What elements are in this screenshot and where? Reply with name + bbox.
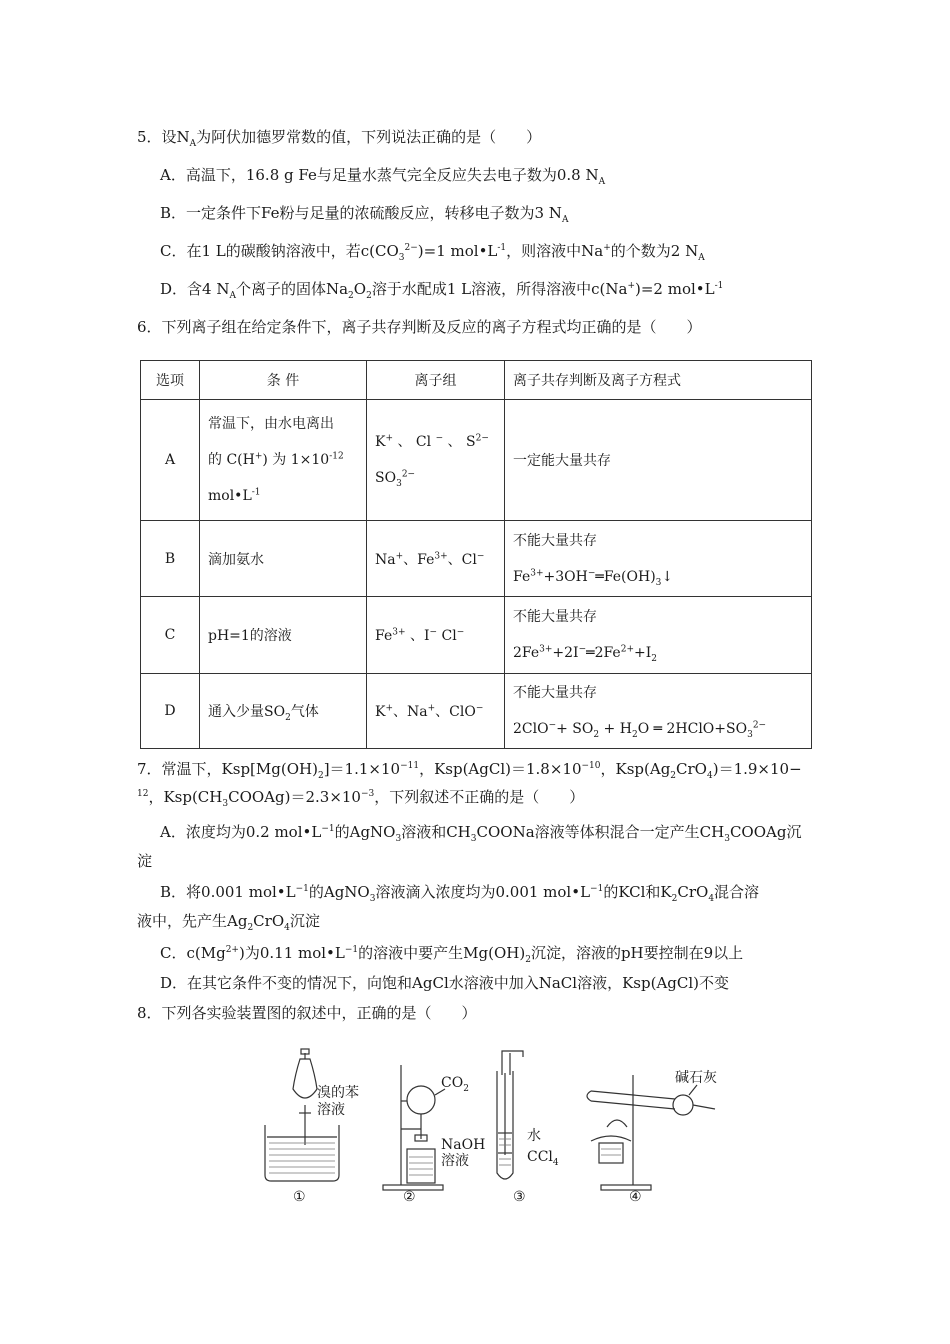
q8-stem: 8．下列各实验装置图的叙述中，正确的是（ ） xyxy=(137,1004,477,1022)
q6-stem: 6．下列离子组在给定条件下，离子共存判断及反应的离子方程式均正确的是（ ） xyxy=(137,318,702,336)
figure-3-number: ③ xyxy=(513,1189,526,1205)
q7-stem-line1: 7．常温下，$Ksp[Mg(OH)_2]=1.1\times 10^{-11}$，$Ksp(AgCl)=1.8\times 10^{-10}$，$Ksp(Ag_2CrO_4)=1.9\times 10-$ xyxy=(137,760,802,781)
row-a-ions: K+ 、 Cl − 、 $S^{2-}$ $SO_3^{2-}$ xyxy=(367,400,505,521)
q5-option-d: D．含4 $N_A$个离子的固体$Na_2O_2$溶于水配成1 L溶液，所得溶液中c(Na+)=2 $mol•L^{-1}$ xyxy=(160,280,724,301)
figure-2-gas-label: $CO_2$ xyxy=(441,1075,469,1094)
figure-1-label: 溴的苯 溶液 xyxy=(317,1085,359,1118)
row-c-condition: pH=1的溶液 xyxy=(200,597,367,674)
row-b-condition: 滴加氨水 xyxy=(200,521,367,597)
row-a-judgment: 一定能大量共存 xyxy=(505,400,812,521)
figure-3-test-tube xyxy=(497,1051,523,1179)
figure-4-label: 碱石灰 xyxy=(675,1070,717,1086)
header-judgment: 离子共存判断及离子方程式 xyxy=(505,361,812,400)
ion-table xyxy=(140,360,812,749)
figure-2-label: NaOH 溶液 xyxy=(441,1137,486,1169)
q7-option-b-line2: 液中，先产生$Ag_2CrO_4$沉淀 xyxy=(137,912,320,933)
q7-option-a-line2: 淀 xyxy=(137,852,153,870)
q7-option-a-line1: A．浓度均为0.2 $mol•L^{-1}$的AgNO$_3$溶液和$CH_3COONa$溶液等体积混合一定产生$CH_3COOAg$沉 xyxy=(160,823,802,844)
row-c-judgment: 不能大量共存 $2Fe^{3+}+2I^-═2Fe^{2+}+I_2$ xyxy=(505,597,812,674)
table-row xyxy=(141,597,812,674)
figure-4-heating-setup xyxy=(587,1075,715,1190)
row-c-ions: $Fe^{3+}$ 、I− Cl− xyxy=(367,597,505,674)
table-row xyxy=(141,674,812,749)
row-b-ions: Na+、$Fe^{3+}$、Cl− xyxy=(367,521,505,597)
figure-1-number: ① xyxy=(293,1189,306,1205)
row-d-condition: 通入少量$SO_2$气体 xyxy=(200,674,367,749)
q7-stem-line2: $^{12}$，$Ksp(CH_3COOAg)=2.3\times 10^{-3}$，下列叙述不正确的是（ ） xyxy=(137,788,585,809)
q5-stem: 5．设$N_A$为阿伏加德罗常数的值，下列说法正确的是（ ） xyxy=(137,128,542,149)
q7-option-d: D．在其它条件不变的情况下，向饱和AgCl水溶液中加入NaCl溶液，Ksp(AgCl)不变 xyxy=(160,974,729,992)
row-b-judgment: 不能大量共存 $Fe^{3+}+3OH^-═Fe(OH)_3↓$ xyxy=(505,521,812,597)
table-row xyxy=(141,400,812,521)
row-a-option: A xyxy=(141,400,200,521)
header-option: 选项 xyxy=(141,361,200,400)
row-b-option: B xyxy=(141,521,200,597)
figure-3-water-label: 水 xyxy=(527,1128,541,1144)
table-header-row xyxy=(141,361,812,400)
q5-option-c: C．在1 L的碳酸钠溶液中，若$c(CO_3^{2-})=1$ $mol•L^{-1}$，则溶液中Na+的个数为2 $N_A$ xyxy=(160,242,705,263)
row-d-option: D xyxy=(141,674,200,749)
q5-option-b: B．一定条件下Fe粉与足量的浓硫酸反应，转移电子数为3 $N_A$ xyxy=(160,204,569,225)
table-row xyxy=(141,521,812,597)
q5-option-a: A．高温下，16.8 g Fe与足量水蒸气完全反应失去电子数为0.8 $N_A$ xyxy=(160,166,606,187)
apparatus-drawings xyxy=(255,1045,735,1210)
figure-2-flask-setup xyxy=(383,1065,445,1190)
figure-3-ccl4-label: CCl$_4$ xyxy=(527,1149,559,1168)
q7-option-c: C．$c(Mg^{2+})$为0.11 $mol•L^{-1}$的溶液中要产生$Mg(OH)_2$沉淀，溶液的pH要控制在9以上 xyxy=(160,944,744,965)
row-a-condition: 常温下，由水电离出 的 C(H+) 为 $1\times 10^{-12}$ $mol•L^{-1}$ xyxy=(200,400,367,521)
apparatus-figures xyxy=(255,1045,735,1210)
row-d-ions: K+、Na+、ClO− xyxy=(367,674,505,749)
header-condition: 条 件 xyxy=(200,361,367,400)
figure-2-number: ② xyxy=(403,1189,416,1205)
row-d-judgment: 不能大量共存 $2ClO^-+ SO_2 + H_2O$ ═ $2HClO+SO_3^{2-}$ xyxy=(505,674,812,749)
row-c-option: C xyxy=(141,597,200,674)
figure-4-number: ④ xyxy=(629,1189,642,1205)
header-ions: 离子组 xyxy=(367,361,505,400)
q7-option-b-line1: B．将0.001 $mol•L^{-1}$的AgNO$_3$溶液滴入浓度均为0.001 $mol•L^{-1}$的KCl和$K_2CrO_4$混合溶 xyxy=(160,883,760,904)
